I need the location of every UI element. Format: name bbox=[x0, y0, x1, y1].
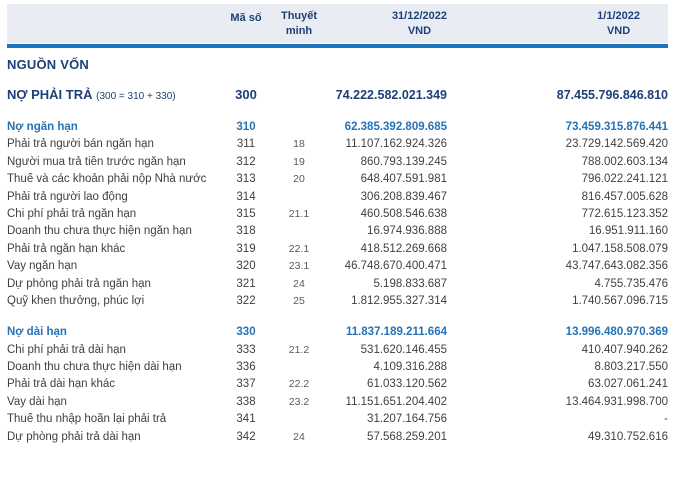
row-code: 318 bbox=[236, 225, 256, 238]
table-row bbox=[7, 173, 668, 190]
row-code: 315 bbox=[236, 207, 256, 220]
row-value-2021: 1.047.158.508.079 bbox=[572, 242, 668, 255]
row-name-cell bbox=[7, 278, 222, 290]
row-name-cell bbox=[7, 208, 222, 220]
row-code: 336 bbox=[236, 361, 256, 374]
row-name-cell bbox=[7, 326, 222, 338]
row-code: 313 bbox=[236, 173, 256, 186]
table-row bbox=[7, 260, 668, 277]
row-value-2021: 73.459.315.876.441 bbox=[565, 121, 668, 133]
table-row bbox=[7, 121, 668, 138]
table-header bbox=[7, 4, 668, 43]
row-name: Người mua trả tiền trước ngắn hạn bbox=[7, 155, 186, 168]
row-value-2021: 13.996.480.970.369 bbox=[565, 326, 668, 339]
row-code: 341 bbox=[236, 413, 256, 426]
row-note: 18 bbox=[293, 138, 305, 151]
table-row bbox=[7, 396, 668, 413]
row-value-2022: 4.109.316.288 bbox=[373, 361, 447, 374]
row-note: 22.1 bbox=[288, 242, 310, 255]
row-value-2021: 8.803.217.550 bbox=[594, 361, 668, 374]
row-note: 20 bbox=[293, 173, 305, 186]
table-row bbox=[7, 156, 668, 173]
table-row bbox=[7, 191, 668, 208]
row-name-cell bbox=[7, 260, 222, 272]
row-name: Nợ ngắn hạn bbox=[7, 121, 78, 133]
row-name-cell bbox=[7, 413, 222, 425]
row-name: Thuế thu nhập hoãn lại phải trả bbox=[7, 413, 167, 426]
row-code: 311 bbox=[236, 138, 256, 151]
row-value-2021: 49.310.752.616 bbox=[588, 430, 668, 443]
table-row bbox=[7, 326, 668, 343]
row-code: 333 bbox=[236, 343, 256, 356]
row-value-2022: 16.974.936.888 bbox=[367, 225, 447, 238]
row-value-2022: 11.151.651.204.402 bbox=[345, 395, 447, 408]
table-row bbox=[7, 243, 668, 260]
row-value-2021: 87.455.796.846.810 bbox=[556, 88, 668, 102]
header-note-line1: Thuyết bbox=[280, 10, 318, 22]
row-value-2022: 531.620.146.455 bbox=[360, 343, 447, 356]
row-name: Vay ngắn hạn bbox=[7, 260, 78, 273]
row-code: 338 bbox=[236, 395, 256, 408]
row-name-cell bbox=[7, 121, 222, 133]
row-value-2021: 796.022.241.121 bbox=[581, 173, 668, 186]
row-value-2022: 62.385.392.809.685 bbox=[344, 121, 447, 133]
row-name: Vay dài hạn bbox=[7, 395, 67, 408]
row-note: 23.1 bbox=[288, 260, 310, 273]
row-value-2022: 5.198.833.687 bbox=[373, 277, 447, 290]
row-name-cell bbox=[7, 378, 222, 390]
row-name: Dự phòng phải trả ngắn hạn bbox=[7, 277, 151, 290]
row-value-2022: 306.208.839.467 bbox=[360, 190, 447, 203]
header-date-2021 bbox=[447, 9, 668, 39]
row-note: 24 bbox=[293, 430, 305, 443]
row-name-cell bbox=[7, 431, 222, 443]
row-name: Thuế và các khoản phải nộp Nhà nước bbox=[7, 173, 207, 186]
row-value-2022: 31.207.164.756 bbox=[367, 413, 447, 426]
row-note: 19 bbox=[293, 155, 305, 168]
row-value-2021: 63.027.061.241 bbox=[588, 378, 668, 391]
row-name: Dự phòng phải trả dài hạn bbox=[7, 430, 141, 443]
row-value-2022: 61.033.120.562 bbox=[367, 378, 447, 391]
table-row bbox=[7, 278, 668, 295]
row-name: Nợ dài hạn bbox=[7, 326, 67, 339]
section-title: NGUỒN VỐN bbox=[7, 57, 89, 72]
table-row bbox=[7, 87, 668, 107]
table-row bbox=[7, 138, 668, 155]
row-value-2022: 46.748.670.400.471 bbox=[344, 260, 447, 273]
row-code: 312 bbox=[236, 155, 256, 168]
header-date-2022-stack bbox=[392, 9, 447, 39]
row-note: 24 bbox=[293, 277, 305, 290]
header-date-2022-label: 31/12/2022 bbox=[391, 10, 447, 22]
row-name: Phải trả người bán ngắn hạn bbox=[7, 138, 154, 151]
row-code: 319 bbox=[236, 242, 256, 255]
row-note: 22.2 bbox=[288, 378, 310, 391]
header-date-2022 bbox=[328, 9, 447, 39]
table-row bbox=[7, 361, 668, 378]
row-value-2021: 43.747.643.082.356 bbox=[565, 260, 668, 273]
row-value-2021: 816.457.005.628 bbox=[581, 190, 668, 203]
row-code: 337 bbox=[236, 378, 256, 391]
row-note: 25 bbox=[293, 294, 305, 307]
row-value-2021: 1.740.567.096.715 bbox=[572, 294, 668, 307]
header-date-2021-stack bbox=[597, 9, 640, 39]
header-note-stack bbox=[281, 9, 317, 39]
row-value-2022: 860.793.139.245 bbox=[360, 155, 447, 168]
row-value-2021: - bbox=[664, 413, 668, 426]
row-value-2021: 410.407.940.262 bbox=[581, 343, 668, 356]
row-code: 322 bbox=[236, 294, 256, 307]
row-code: 310 bbox=[236, 121, 256, 133]
row-name: Phải trả dài hạn khác bbox=[7, 378, 116, 391]
row-name: Doanh thu chưa thực hiện ngắn hạn bbox=[7, 225, 192, 238]
row-name: Phải trả ngắn hạn khác bbox=[7, 242, 126, 255]
row-formula: (300 = 310 + 330) bbox=[96, 91, 176, 102]
row-code: 300 bbox=[235, 87, 257, 102]
row-value-2021: 788.002.603.134 bbox=[581, 155, 668, 168]
header-currency-2021: VND bbox=[606, 25, 631, 37]
row-name-cell bbox=[7, 361, 222, 373]
row-name: Phải trả người lao động bbox=[7, 190, 128, 203]
row-value-2021: 16.951.911.160 bbox=[588, 225, 668, 238]
row-code: 314 bbox=[236, 190, 256, 203]
row-value-2021: 4.755.735.476 bbox=[594, 277, 668, 290]
header-date-2021-label: 1/1/2022 bbox=[597, 10, 640, 22]
row-name-cell bbox=[7, 344, 222, 356]
header-note bbox=[270, 9, 328, 39]
row-code: 342 bbox=[236, 430, 256, 443]
header-rule bbox=[7, 44, 668, 48]
table-row bbox=[7, 225, 668, 242]
row-name-cell bbox=[7, 243, 222, 255]
row-name-cell bbox=[7, 156, 222, 168]
row-name-cell bbox=[7, 173, 222, 185]
header-code-label: Mã số bbox=[230, 12, 262, 24]
table-row bbox=[7, 413, 668, 430]
table-row bbox=[7, 431, 668, 448]
row-name-cell bbox=[7, 225, 222, 237]
table-row bbox=[7, 344, 668, 361]
row-code: 321 bbox=[236, 277, 256, 290]
row-name-cell bbox=[7, 396, 222, 408]
row-value-2022: 648.407.591.981 bbox=[360, 173, 447, 186]
row-name: Chi phí phải trả dài hạn bbox=[7, 343, 126, 356]
row-name-cell bbox=[7, 87, 222, 102]
row-code: 320 bbox=[236, 260, 256, 273]
row-value-2021: 13.464.931.998.700 bbox=[565, 395, 668, 408]
row-name-cell bbox=[7, 295, 222, 307]
table-row bbox=[7, 295, 668, 312]
row-name-cell bbox=[7, 138, 222, 150]
header-code bbox=[222, 9, 270, 26]
row-code: 330 bbox=[236, 326, 256, 339]
row-value-2021: 23.729.142.569.420 bbox=[565, 138, 668, 151]
row-name: Doanh thu chưa thực hiện dài hạn bbox=[7, 361, 182, 374]
row-value-2022: 57.568.259.201 bbox=[367, 430, 447, 443]
row-name: NỢ PHẢI TRẢ bbox=[7, 87, 93, 102]
row-value-2022: 1.812.955.327.314 bbox=[351, 294, 447, 307]
row-value-2022: 11.107.162.924.326 bbox=[345, 138, 447, 151]
row-name-cell bbox=[7, 191, 222, 203]
row-note: 21.1 bbox=[288, 207, 310, 220]
row-value-2021: 772.615.123.352 bbox=[581, 207, 668, 220]
row-value-2022: 74.222.582.021.349 bbox=[335, 88, 447, 102]
row-note: 21.2 bbox=[288, 343, 310, 356]
row-name: Quỹ khen thưởng, phúc lợi bbox=[7, 294, 145, 307]
row-value-2022: 418.512.269.668 bbox=[360, 242, 447, 255]
row-name: Chi phí phải trả ngắn hạn bbox=[7, 207, 137, 220]
spacer-row bbox=[7, 312, 668, 326]
row-value-2022: 460.508.546.638 bbox=[360, 207, 447, 220]
row-value-2022: 11.837.189.211.664 bbox=[345, 326, 447, 339]
header-note-line2: minh bbox=[285, 25, 313, 37]
table-row bbox=[7, 208, 668, 225]
table-row bbox=[7, 378, 668, 395]
table-body bbox=[7, 87, 668, 448]
header-currency-2022: VND bbox=[407, 25, 432, 37]
row-note: 23.2 bbox=[288, 395, 310, 408]
